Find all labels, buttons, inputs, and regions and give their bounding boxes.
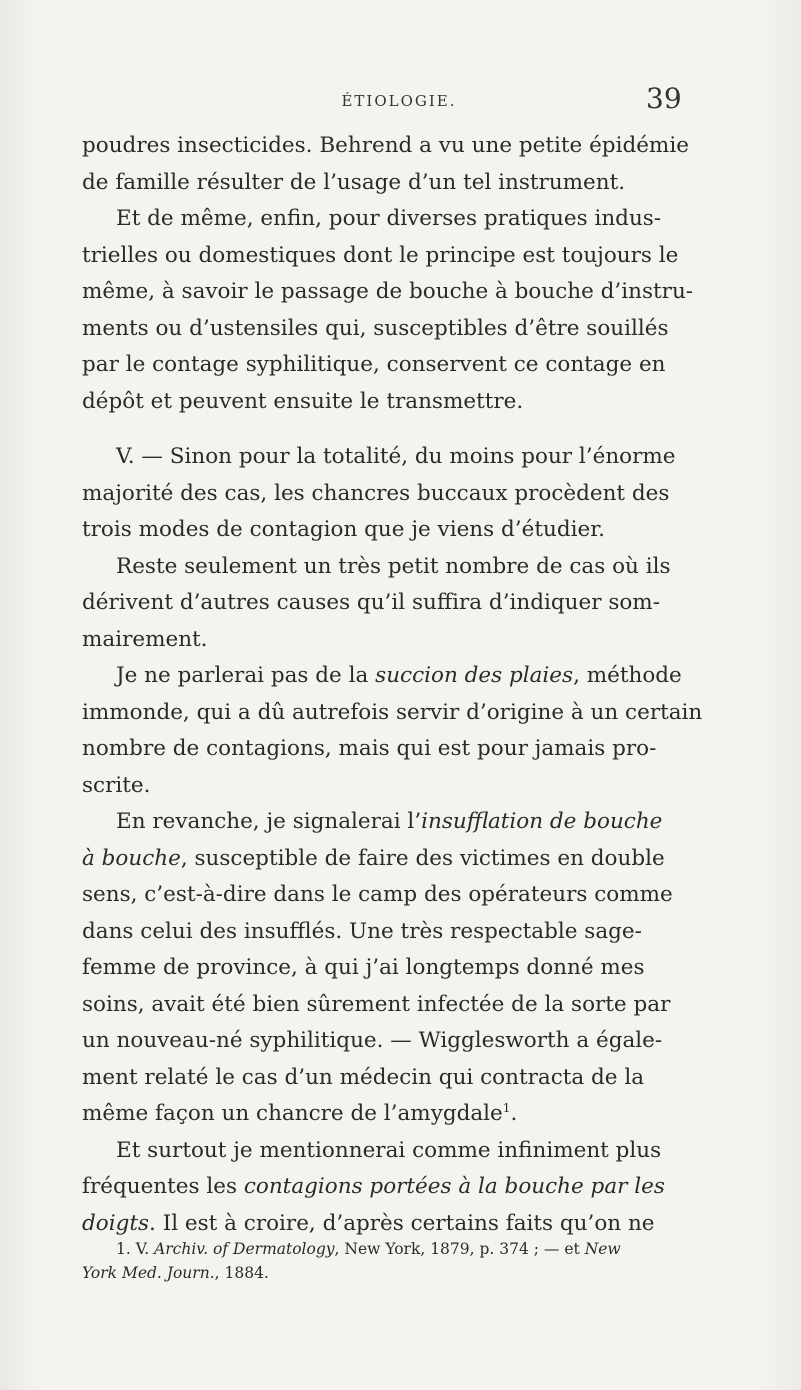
text-line: trois modes de contagion que je viens d’étudier. [82, 517, 605, 542]
text-line: par le contage syphilitique, conservent ce contage en [82, 352, 666, 377]
text-line: Et de même, enfin, pour diverses pratiques indus- [116, 206, 662, 231]
text-line: de famille résulter de l’usage d’un tel instrument. [82, 169, 626, 195]
text-line: ment relaté le cas d’un médecin qui contracta de la [82, 1064, 645, 1090]
text-line: ments ou d’ustensiles qui, susceptibles d’être souillés [82, 315, 669, 341]
text-line: un nouveau-né syphilitique. — Wigglesworth a égale- [82, 1028, 663, 1053]
text-line: trielles ou domestiques dont le principe est toujours le [82, 242, 679, 268]
text-line: doigts. Il est à croire, d’après certains faits qu’on ne [82, 1210, 655, 1236]
text-line: même, à savoir le passage de bouche à bouche d’instru- [82, 279, 694, 304]
text-line: majorité des cas, les chancres buccaux procèdent des [82, 480, 670, 506]
text-line: fréquentes les contagions portées à la bouche par les [82, 1174, 665, 1199]
text-line: Et surtout je mentionnerai comme infiniment plus [116, 1137, 662, 1163]
text-line: mairement. [82, 626, 208, 652]
text-line: poudres insecticides. Behrend a vu une petite épidémie [82, 133, 689, 158]
footnote-line: 1. V. Archiv. of Dermatology, New York, 1879, p. 374 ; — et New [116, 1240, 621, 1258]
text-line: immonde, qui a dû autrefois servir d’origine à un certain [82, 699, 703, 725]
text-line: dans celui des insufflés. Une très respectable sage- [82, 918, 642, 944]
text-line: femme de province, à qui j’ai longtemps donné mes [82, 955, 645, 980]
text-line: scrite. [82, 772, 151, 798]
text-line: Je ne parlerai pas de la succion des plaies, méthode [116, 663, 682, 688]
text-line: V. — Sinon pour la totalité, du moins pour l’énorme [116, 444, 676, 469]
text-line: sens, c’est-à-dire dans le camp des opérateurs comme [82, 882, 673, 907]
page-number: 39 [646, 82, 682, 115]
text-line: à bouche, susceptible de faire des victimes en double [82, 845, 665, 871]
running-header: ÉTIOLOGIE. [341, 92, 457, 110]
text-line: Reste seulement un très petit nombre de cas où ils [116, 553, 671, 579]
text-line: soins, avait été bien sûrement infectée de la sorte par [82, 991, 671, 1017]
text-line: nombre de contagions, mais qui est pour jamais pro- [82, 736, 657, 761]
footnote-line: York Med. Journ., 1884. [82, 1264, 269, 1282]
text-line: En revanche, je signalerai l’insufflation de bouche [116, 809, 663, 834]
footnote-marker: 1 [502, 1100, 511, 1115]
footnotes [82, 1237, 772, 1285]
text-line: même façon un chancre de l’amygdale$^1$. [82, 1100, 518, 1126]
text-line: dérivent d’autres causes qu’il suffira d’indiquer som- [82, 590, 660, 615]
body-text [82, 128, 772, 1242]
text-line: dépôt et peuvent ensuite le transmettre. [82, 388, 524, 414]
